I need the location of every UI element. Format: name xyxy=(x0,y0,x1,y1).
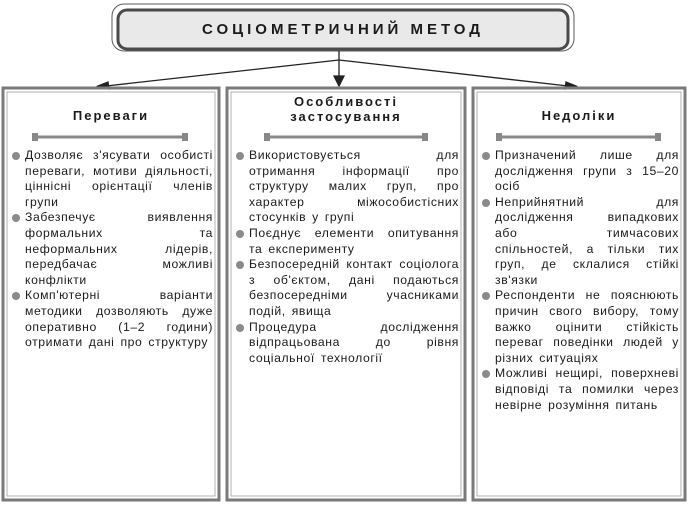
column-heading-advantages: Переваги xyxy=(72,108,150,123)
bullet-icon xyxy=(236,324,244,332)
bullet-icon xyxy=(12,152,20,160)
column-heading-features: Особливості застосування xyxy=(290,94,402,124)
features-list xyxy=(235,148,459,366)
list-item: Неприйнятний для дослідження випадкових або тимчасових спільностей, а тільки тих груп, де склалися стійкі зв'язки xyxy=(481,195,679,289)
list-item: Респонденти не пояснюють причин свого вибору, тому важко оцінити стійкість переваг поведінки людей у різних ситуаціях xyxy=(481,288,679,366)
title-banner xyxy=(112,6,574,53)
list-item: Безпосередній контакт соціолога з об'єктом, дані подаються безпосередніми учасниками подій, явища xyxy=(235,257,459,319)
bullet-icon xyxy=(482,152,490,160)
disadvantages-list xyxy=(481,148,679,413)
column-disadvantages xyxy=(473,88,685,498)
column-heading-disadvantages: Недоліки xyxy=(541,108,617,123)
diagram-title: СОЦІОМЕТРИЧНИЙ МЕТОД xyxy=(202,21,484,38)
list-item: Можливі нещирі, поверхневі відповіді та помилки через невірне розуміння питань xyxy=(481,366,679,413)
list-item: Поєднує елементи опитування та експерименту xyxy=(235,226,459,257)
list-item: Дозволяє з'ясувати особисті переваги, мотиви діяльності, ціннісні орієнтації членів групи xyxy=(11,148,213,210)
list-item: Комп'ютерні варіанти методики дозволяють дуже оперативно (1–2 години) отримати дані про структуру xyxy=(11,288,213,350)
bullet-icon xyxy=(236,261,244,269)
bullet-icon xyxy=(12,214,20,222)
list-item: Забезпечує виявлення формальних та неформальних лідерів, передбачає можливі конфлікти xyxy=(11,210,213,288)
advantages-list xyxy=(11,148,213,351)
bullet-icon xyxy=(482,199,490,207)
bullet-icon xyxy=(482,292,490,300)
list-item: Використовується для отримання інформації про структуру малих груп, про характер міжособистісних стосунків у групі xyxy=(235,148,459,226)
bullet-icon xyxy=(236,230,244,238)
column-advantages xyxy=(3,88,219,498)
bullet-icon xyxy=(236,152,244,160)
bullet-icon xyxy=(12,292,20,300)
list-item: Призначений лише для дослідження групи з 15–20 осіб xyxy=(481,148,679,195)
bullet-icon xyxy=(482,370,490,378)
list-item: Процедура дослідження відпрацьована до рівня соціальної технології xyxy=(235,320,459,367)
column-features xyxy=(227,88,465,498)
connector-arrows xyxy=(98,51,576,89)
